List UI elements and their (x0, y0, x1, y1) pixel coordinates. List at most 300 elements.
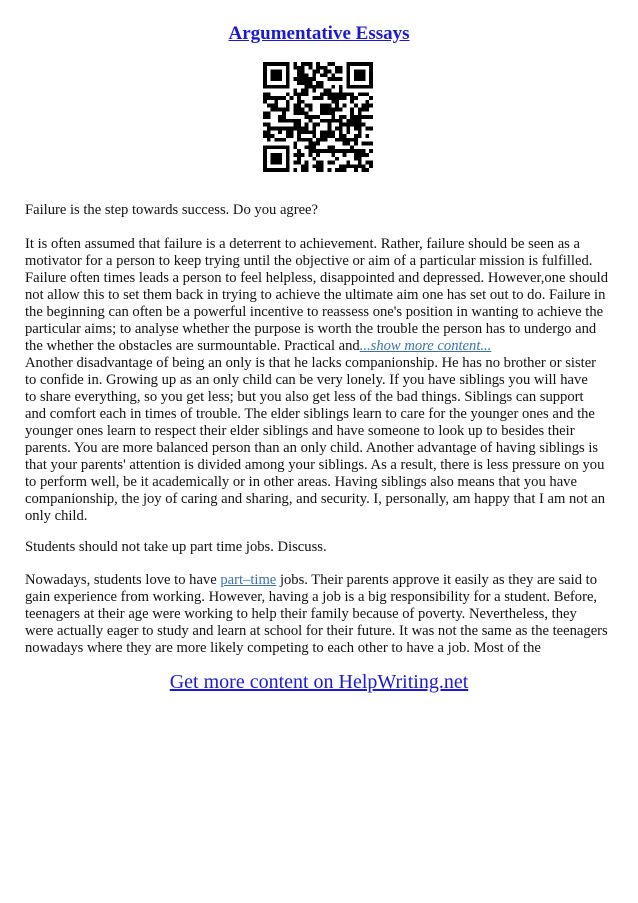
qr-module (369, 142, 373, 146)
qr-module (339, 77, 343, 81)
qr-module (263, 153, 267, 157)
qr-module (327, 77, 331, 81)
qr-module (343, 164, 347, 168)
qr-module (271, 126, 275, 130)
qr-module (324, 73, 328, 77)
qr-module (362, 123, 366, 127)
qr-module (354, 73, 358, 77)
qr-module (286, 119, 290, 123)
qr-module (278, 115, 282, 119)
qr-module (278, 108, 282, 112)
qr-module (343, 138, 347, 142)
qr-module (271, 161, 275, 165)
qr-module (278, 77, 282, 81)
text-line: only child. (25, 508, 88, 524)
qr-module (263, 85, 267, 89)
qr-module (286, 153, 290, 157)
qr-module (274, 62, 278, 66)
qr-module (362, 153, 366, 157)
qr-module (286, 130, 290, 134)
qr-module (346, 66, 350, 70)
qr-module (369, 149, 373, 153)
qr-module (339, 108, 343, 112)
qr-module (274, 126, 278, 130)
qr-module (331, 77, 335, 81)
qr-module (263, 123, 267, 127)
qr-module (320, 66, 324, 70)
text-line: that your parents' attention is divided among your siblings. As a result, there is less pressure on you (25, 457, 605, 473)
qr-module (324, 119, 328, 123)
qr-module (297, 66, 301, 70)
qr-module (263, 161, 267, 165)
qr-module (263, 115, 267, 119)
qr-module (327, 123, 331, 127)
qr-module (274, 157, 278, 161)
qr-module (358, 157, 362, 161)
qr-module (346, 138, 350, 142)
qr-module (263, 149, 267, 153)
qr-module (305, 111, 309, 115)
paragraph-1 (25, 236, 625, 525)
qr-module (358, 111, 362, 115)
text-line: and comfort each in times of trouble. The elder siblings learn to care for the younger ones and the (25, 406, 595, 422)
qr-module (278, 138, 282, 142)
qr-module (305, 130, 309, 134)
qr-module (354, 157, 358, 161)
text-line: to perform well, be it academically or in other areas. Having siblings also means that you have (25, 474, 577, 490)
qr-module (339, 115, 343, 119)
qr-module (312, 96, 316, 100)
qr-module (274, 138, 278, 142)
qr-module (350, 115, 354, 119)
qr-module (350, 100, 354, 104)
qr-module (354, 168, 358, 172)
qr-module (274, 145, 278, 149)
qr-module (316, 142, 320, 146)
qr-module (354, 134, 358, 138)
qr-module (290, 96, 294, 100)
qr-module (354, 96, 358, 100)
helpwriting-link[interactable]: Get more content on HelpWriting.net (169, 671, 469, 693)
qr-module (320, 164, 324, 168)
qr-module (297, 119, 301, 123)
qr-module (331, 108, 335, 112)
qr-module (278, 119, 282, 123)
qr-module (369, 73, 373, 77)
qr-module (335, 77, 339, 81)
qr-module (305, 168, 309, 172)
qr-module (267, 111, 271, 115)
qr-module (331, 100, 335, 104)
qr-module (358, 153, 362, 157)
qr-module (331, 96, 335, 100)
qr-module (354, 142, 358, 146)
qr-module (301, 73, 305, 77)
qr-module (354, 126, 358, 130)
qr-module (327, 108, 331, 112)
qr-module (335, 104, 339, 108)
qr-module (305, 85, 309, 89)
qr-module (362, 77, 366, 81)
qr-module (305, 115, 309, 119)
qr-module (320, 85, 324, 89)
qr-module (335, 168, 339, 172)
qr-module (346, 85, 350, 89)
qr-module (274, 108, 278, 112)
qr-module (320, 138, 324, 142)
qr-module (297, 161, 301, 165)
qr-module (354, 153, 358, 157)
qr-module (305, 126, 309, 130)
qr-module (320, 119, 324, 123)
qr-module (263, 70, 267, 74)
qr-module (267, 126, 271, 130)
qr-module (282, 119, 286, 123)
qr-module (320, 130, 324, 134)
qr-module (271, 70, 275, 74)
qr-module (271, 145, 275, 149)
qr-module (297, 92, 301, 96)
qr-module (346, 81, 350, 85)
qr-module (293, 104, 297, 108)
text-line: motivator for a person to keep trying until the objective or aim of a particular mission is fulfilled. (25, 253, 593, 269)
qr-module (346, 119, 350, 123)
text-segment: Nowadays, students love to have (25, 572, 221, 588)
qr-module (331, 85, 335, 89)
qr-module (286, 126, 290, 130)
qr-module (278, 73, 282, 77)
qr-module (316, 96, 320, 100)
qr-module (297, 138, 301, 142)
qr-module (286, 66, 290, 70)
qr-module (331, 153, 335, 157)
essay-title-link[interactable]: Argumentative Essays (228, 23, 410, 44)
qr-module (309, 108, 313, 112)
qr-module (297, 70, 301, 74)
qr-module (301, 168, 305, 172)
qr-module (362, 115, 366, 119)
qr-module (327, 62, 331, 66)
qr-module (271, 108, 275, 112)
qr-module (365, 126, 369, 130)
qr-module (297, 73, 301, 77)
qr-module (316, 81, 320, 85)
qr-module (301, 81, 305, 85)
qr-module (271, 96, 275, 100)
qr-module (278, 70, 282, 74)
qr-module (271, 77, 275, 81)
qr-module (274, 153, 278, 157)
qr-module (316, 115, 320, 119)
qr-module (286, 168, 290, 172)
qr-module (309, 130, 313, 134)
qr-module (278, 62, 282, 66)
qr-module (312, 85, 316, 89)
qr-module (362, 164, 366, 168)
qr-module (339, 66, 343, 70)
qr-module (282, 96, 286, 100)
qr-module (286, 100, 290, 104)
text-line: to share everything, so you get less; but you also get less of the bad things. Siblings can support (25, 389, 584, 405)
qr-module (263, 111, 267, 115)
qr-module (354, 62, 358, 66)
qr-module (331, 134, 335, 138)
qr-module (282, 115, 286, 119)
qr-module (293, 89, 297, 93)
qr-module (297, 108, 301, 112)
paragraph-3 (25, 572, 625, 657)
qr-module (320, 161, 324, 165)
qr-module (286, 108, 290, 112)
qr-module (282, 126, 286, 130)
qr-module (331, 149, 335, 153)
qr-module (316, 62, 320, 66)
qr-module (331, 145, 335, 149)
qr-module (324, 108, 328, 112)
qr-module (320, 81, 324, 85)
qr-module (339, 138, 343, 142)
qr-module (346, 149, 350, 153)
qr-module (286, 62, 290, 66)
qr-module (293, 142, 297, 146)
qr-module (358, 77, 362, 81)
qr-module (343, 149, 347, 153)
qr-module (362, 73, 366, 77)
qr-module (267, 123, 271, 127)
text-line (25, 572, 625, 589)
qr-module (343, 153, 347, 157)
qr-module (358, 70, 362, 74)
qr-module (312, 164, 316, 168)
qr-module (327, 96, 331, 100)
qr-module (369, 104, 373, 108)
qr-module (346, 164, 350, 168)
qr-module (274, 104, 278, 108)
qr-module (293, 153, 297, 157)
qr-module (320, 134, 324, 138)
qr-module (263, 130, 267, 134)
qr-module (312, 130, 316, 134)
qr-module (362, 149, 366, 153)
qr-module (263, 100, 267, 104)
qr-module (293, 92, 297, 96)
qr-module (301, 111, 305, 115)
qr-module (339, 134, 343, 138)
qr-module (346, 130, 350, 134)
qr-module (297, 123, 301, 127)
qr-module (339, 123, 343, 127)
qr-module (309, 119, 313, 123)
qr-module (305, 145, 309, 149)
qr-module (312, 115, 316, 119)
qr-module (274, 96, 278, 100)
qr-module (369, 77, 373, 81)
qr-module (282, 85, 286, 89)
qr-module (320, 92, 324, 96)
qr-module (369, 126, 373, 130)
qr-module (346, 123, 350, 127)
qr-module (293, 123, 297, 127)
qr-module (290, 130, 294, 134)
qr-module (309, 142, 313, 146)
qr-module (327, 70, 331, 74)
qr-module (309, 104, 313, 108)
qr-module (305, 161, 309, 165)
qr-module (331, 130, 335, 134)
qr-module (297, 111, 301, 115)
qr-module (350, 164, 354, 168)
qr-module (365, 168, 369, 172)
qr-module (267, 92, 271, 96)
qr-module (301, 138, 305, 142)
qr-module (327, 168, 331, 172)
qr-module (354, 85, 358, 89)
qr-module (343, 115, 347, 119)
qr-module (346, 73, 350, 77)
qr-module (365, 161, 369, 165)
qr-module (369, 85, 373, 89)
qr-module (278, 153, 282, 157)
qr-module (320, 149, 324, 153)
qr-module (354, 104, 358, 108)
qr-module (297, 157, 301, 161)
qr-module (263, 168, 267, 172)
qr-module (271, 62, 275, 66)
qr-module (274, 85, 278, 89)
show-more-link[interactable]: ...show more content... (359, 338, 492, 354)
qr-module (267, 130, 271, 134)
qr-module (274, 100, 278, 104)
qr-module (271, 104, 275, 108)
text-line (25, 338, 625, 355)
qr-module (346, 70, 350, 74)
qr-module (312, 126, 316, 130)
qr-module (278, 130, 282, 134)
qr-module (354, 164, 358, 168)
qr-module (278, 145, 282, 149)
qr-module (297, 77, 301, 81)
qr-module (305, 123, 309, 127)
qr-module (293, 126, 297, 130)
qr-module (312, 157, 316, 161)
text-line: gain experience from working. However, having a job is a big responsibility for a student. Before, (25, 589, 598, 605)
text-line: the beginning can often be a powerful incentive to reassess one's position in wanting to achieve the (25, 304, 604, 320)
qr-module (271, 73, 275, 77)
qr-module (358, 161, 362, 165)
qr-module (293, 66, 297, 70)
qr-module (335, 119, 339, 123)
qr-module (331, 92, 335, 96)
qr-module (324, 138, 328, 142)
qr-module (267, 85, 271, 89)
qr-module (312, 73, 316, 77)
qr-module (274, 161, 278, 165)
qr-module (267, 138, 271, 142)
qr-module (339, 126, 343, 130)
qr-module (305, 77, 309, 81)
qr-module (271, 85, 275, 89)
qr-module (290, 134, 294, 138)
qr-module (301, 70, 305, 74)
qr-module (267, 168, 271, 172)
qr-module (274, 73, 278, 77)
qr-module (350, 138, 354, 142)
qr-module (320, 108, 324, 112)
qr-module (350, 145, 354, 149)
qr-module (350, 119, 354, 123)
qr-module (282, 62, 286, 66)
qr-module (309, 62, 313, 66)
qr-module (358, 164, 362, 168)
qr-module (343, 96, 347, 100)
qr-module (312, 145, 316, 149)
qr-module (343, 92, 347, 96)
question-text: Students should not take up part time jobs. Discuss. (25, 539, 327, 555)
qr-module (335, 70, 339, 74)
qr-module (354, 70, 358, 74)
text-line: younger ones learn to respect their elder siblings and have someone to look up to besides their (25, 423, 575, 439)
qr-module (320, 96, 324, 100)
qr-module (305, 81, 309, 85)
qr-module (350, 149, 354, 153)
qr-module (271, 157, 275, 161)
text-line: companionship, the joy of caring and sharing, and security. I, personally, am happy that I am not an (25, 491, 606, 507)
qr-module (282, 145, 286, 149)
qr-module (327, 145, 331, 149)
qr-module (339, 130, 343, 134)
qr-module (286, 104, 290, 108)
qr-module (324, 70, 328, 74)
qr-module (293, 168, 297, 172)
qr-module (286, 92, 290, 96)
text-line: parents. You are more balanced person than an only child. Another advantage of having siblings is (25, 440, 599, 456)
qr-module (309, 66, 313, 70)
text-line: teenagers at their age were working to help their family because of poverty. Nevertheless, they (25, 606, 577, 622)
text-line: not allow this to set them back in trying to achieve the ultimate aim one has set out to do. Failure in (25, 287, 606, 303)
qr-module (297, 81, 301, 85)
qr-module (358, 92, 362, 96)
qr-module (263, 157, 267, 161)
qr-module (305, 138, 309, 142)
text-line: were actually eager to study and learn at school for their future. It was not the same as the teenagers (25, 623, 608, 639)
qr-module (335, 92, 339, 96)
qr-module (267, 134, 271, 138)
qr-module (309, 145, 313, 149)
qr-module (331, 73, 335, 77)
qr-module (358, 123, 362, 127)
qr-module (335, 96, 339, 100)
qr-module (316, 66, 320, 70)
qr-module (339, 164, 343, 168)
qr-module (286, 157, 290, 161)
qr-module (305, 73, 309, 77)
part-time-link[interactable]: part–time (220, 572, 277, 588)
qr-module (365, 153, 369, 157)
qr-module (327, 104, 331, 108)
qr-module (305, 104, 309, 108)
qr-module (358, 85, 362, 89)
qr-module (346, 77, 350, 81)
qr-module (286, 73, 290, 77)
qr-module (335, 100, 339, 104)
qr-module (358, 149, 362, 153)
qr-module (293, 145, 297, 149)
qr-module (297, 130, 301, 134)
qr-module (369, 164, 373, 168)
qr-module (282, 111, 286, 115)
qr-module (358, 130, 362, 134)
qr-module (365, 104, 369, 108)
